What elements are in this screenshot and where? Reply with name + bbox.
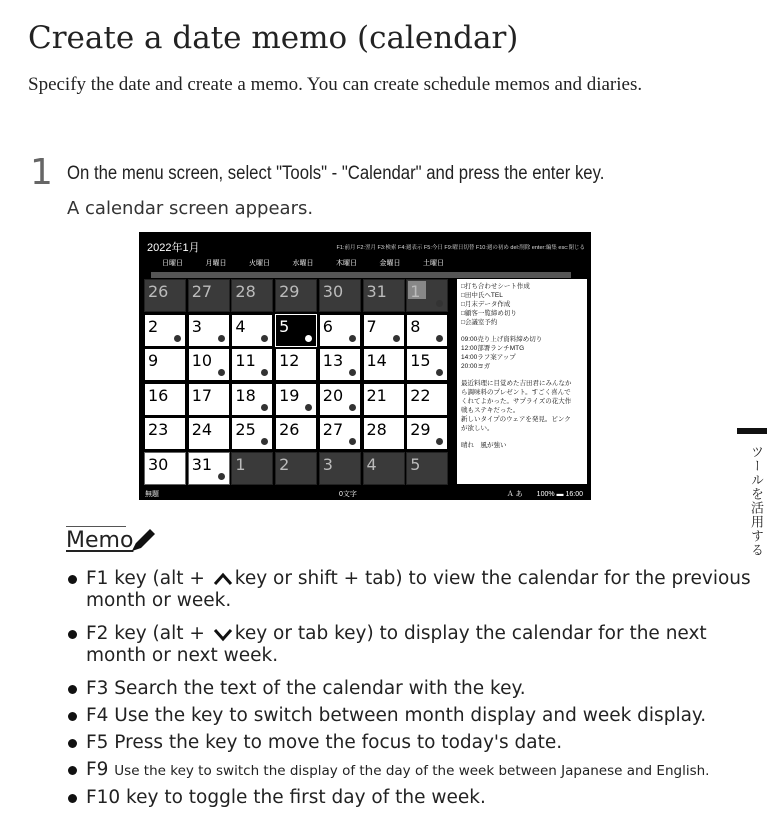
day-number: 2 [279,454,290,474]
memo-dot-icon [436,369,443,376]
day-number: 4 [235,316,246,336]
memo-bullet-item [66,759,756,782]
weekday-label: 日曜日 [162,260,183,267]
calendar-day-cell[interactable] [319,452,361,485]
day-number: 21 [366,385,387,405]
weekday-label: 月曜日 [205,260,227,267]
calendar-day-cell[interactable] [363,279,405,312]
calendar-day-cell[interactable] [144,452,186,485]
weekday-label: 木曜日 [336,260,357,267]
calendar-footer [139,487,591,500]
memo-dot-icon [349,404,356,411]
weekday-label: 水曜日 [292,260,314,267]
memo-dot-icon [218,335,225,342]
memo-line: 戦もステキだった。 [461,407,520,414]
memo-dot-icon [436,438,443,445]
day-number: 13 [322,351,344,370]
bullet-text-cont: key or shift + tab) to view the calendar for the previous month or week. [86,568,751,611]
calendar-day-cell[interactable] [144,348,186,381]
step-instruction: On the menu screen, select "Tools" - "Calendar" and press the enter key. [67,163,605,184]
day-number: 7 [366,316,377,336]
calendar-day-cell[interactable] [363,348,405,381]
memo-line: □田中氏へTEL [461,292,503,299]
memo-rule [66,526,126,527]
memo-dot-icon [349,369,356,376]
memo-bullet-item [66,787,756,809]
day-number: 3 [322,454,333,474]
calendar-day-cell[interactable] [275,314,317,347]
day-number: 10 [191,351,213,370]
memo-dot-icon [261,404,268,411]
memo-dot-icon [174,335,181,342]
day-number: 31 [366,282,387,301]
memo-line: 14:00ラフ案アップ [461,354,516,361]
calendar-day-cell[interactable] [188,417,230,450]
day-number: 12 [279,351,300,370]
memo-dot-icon [218,473,225,480]
memo-panel [457,279,587,484]
day-number: 29 [279,282,300,301]
footer-char-count: 0文字 [339,491,357,498]
day-number: 23 [148,420,169,439]
calendar-day-cell[interactable] [188,383,230,416]
calendar-day-cell[interactable] [363,452,405,485]
memo-gap [461,371,583,379]
day-number: 28 [366,420,387,439]
memo-dot-icon [436,335,443,342]
day-number: 25 [235,420,256,439]
weekday-row [151,258,571,270]
day-number: 1 [235,454,246,474]
page-title: Create a date memo (calendar) [28,20,519,56]
calendar-month: 2022年1月 [147,242,200,254]
calendar-day-cell[interactable] [231,314,273,347]
memo-line: □月末データ作成 [461,301,511,308]
day-number: 18 [235,385,256,405]
memo-line: くれてよかった。サプライズの花大作 [461,398,572,405]
bullet-text-small: Use the key to switch the display of the day of the week between Japanese and English. [114,763,710,779]
memo-bullet-list [66,568,756,814]
day-number: 17 [191,385,213,405]
calendar-day-cell[interactable] [231,348,273,381]
day-number: 28 [235,282,256,301]
bullet-text: F5 Press the key to move the focus to today's date. [86,732,563,753]
calendar-day-cell[interactable] [188,314,230,347]
memo-gap [461,433,583,441]
calendar-day-cell[interactable] [144,314,186,347]
memo-dot-icon [261,369,268,376]
side-tab-bar [737,428,767,434]
calendar-day-cell[interactable] [319,314,361,347]
calendar-day-cell[interactable] [275,417,317,450]
memo-dot-icon [218,369,225,376]
memo-line: 新しいタイプのウェアを発見。ピンク [461,416,571,423]
day-number: 15 [410,351,431,370]
bullet-text: F1 key (alt + [86,568,211,589]
calendar-day-cell[interactable] [275,383,317,416]
calendar-day-cell[interactable] [231,279,273,312]
day-number: 5 [279,316,290,336]
calendar-day-cell[interactable] [319,383,361,416]
memo-bullet-item [66,623,756,667]
side-tab-label: ツールを活用する [748,445,763,557]
memo-dot-icon [349,438,356,445]
week-bar [151,272,571,278]
memo-line: □顧客一覧締め切り [461,310,517,317]
calendar-day-cell[interactable] [319,417,361,450]
weekday-label: 金曜日 [379,260,401,267]
day-number: 19 [279,385,300,405]
memo-dot-icon [305,335,312,342]
day-number: 27 [191,282,213,301]
calendar-key-guide: F1:前月 F2:翌月 F3:検索 F4:週表示 F5:今日 F9:曜日切替 F10:週の初め del:削除 enter:編集 esc:閉じる [336,245,585,251]
memo-line: ら調味料のプレゼント。すごく喜んで [461,389,571,396]
day-number: 6 [322,316,333,336]
bullet-text: F4 Use the key to switch between month display and week display. [86,705,707,726]
calendar-day-cell[interactable] [406,417,448,450]
calendar-day-cell[interactable] [319,348,361,381]
day-number: 9 [148,351,159,370]
memo-bullet-item [66,705,756,727]
memo-bullet-item [66,678,756,700]
day-number: 11 [235,351,256,370]
day-number: 24 [191,420,213,439]
memo-line: 晴れ 風が強い [461,442,507,449]
memo-gap [461,327,583,335]
calendar-day-cell[interactable] [363,314,405,347]
memo-line: □会議室予約 [461,319,498,326]
day-number: 26 [279,420,300,439]
calendar-day-cell[interactable] [188,279,230,312]
footer-title: 無題 [145,491,159,498]
memo-line: が欲しい。 [461,425,494,432]
calendar-day-cell[interactable] [188,348,230,381]
step-result: A calendar screen appears. [67,198,314,219]
calendar-day-cell[interactable] [231,383,273,416]
day-number: 3 [191,316,202,336]
calendar-day-cell[interactable] [275,279,317,312]
memo-dot-icon [305,404,312,411]
calendar-day-cell[interactable] [406,314,448,347]
memo-bullet-item [66,568,756,612]
bullet-text: F2 key (alt + [86,623,211,644]
calendar-day-cell[interactable] [406,348,448,381]
calendar-day-cell[interactable] [144,279,186,312]
calendar-day-cell[interactable] [275,452,317,485]
calendar-day-cell[interactable] [406,279,448,312]
calendar-screenshot [139,232,591,500]
memo-line: 12:00部署ランチMTG [461,345,525,352]
day-number: 29 [410,420,431,439]
day-number: 5 [410,454,421,474]
calendar-day-cell[interactable] [188,452,230,485]
day-number: 1 [410,282,421,301]
calendar-day-cell[interactable] [144,383,186,416]
memo-dot-icon [349,335,356,342]
pen-icon [128,525,158,555]
calendar-day-cell[interactable] [231,452,273,485]
memo-bullet-item [66,732,756,754]
memo-dot-icon [393,335,400,342]
bullet-text-cont: key or tab key) to display the calendar for the next month or next week. [86,623,707,666]
weekday-label: 火曜日 [249,260,270,267]
calendar-day-cell[interactable] [363,383,405,416]
day-number: 27 [322,420,344,439]
memo-line: 09:00売り上げ資料締め切り [461,336,543,343]
day-number: 2 [148,316,159,336]
step-number: 1 [30,152,53,193]
memo-dot-icon [261,438,268,445]
calendar-day-cell[interactable] [319,279,361,312]
day-number: 26 [148,282,169,301]
day-number: 31 [191,454,213,474]
weekday-label: 土曜日 [423,260,444,267]
calendar-day-cell[interactable] [406,452,448,485]
day-number: 8 [410,316,421,336]
memo-line: 20:00ヨガ [461,363,491,370]
bullet-text: F10 key to toggle the first day of the week. [86,787,486,808]
memo-line: □打ち合わせシート作成 [461,283,530,290]
day-number: 30 [322,282,344,301]
calendar-day-cell[interactable] [275,348,317,381]
memo-dot-icon [436,300,443,307]
memo-dot-icon [261,335,268,342]
calendar-day-cell[interactable] [144,417,186,450]
footer-status: Ａ あ 100% ▬ 16:00 [506,491,583,498]
bullet-text: F9 [86,759,115,780]
memo-heading: Memo [66,528,134,553]
bullet-text: F3 Search the text of the calendar with the key. [86,678,526,699]
calendar-header [139,232,591,272]
day-number: 4 [366,454,377,474]
day-number: 22 [410,385,431,405]
day-number: 14 [366,351,387,370]
caret-up-icon [211,568,235,589]
calendar-day-cell[interactable] [406,383,448,416]
calendar-day-cell[interactable] [231,417,273,450]
memo-line: 最近料理に目覚めた吉田君にみんなか [461,380,572,387]
calendar-day-cell[interactable] [363,417,405,450]
day-number: 16 [148,385,169,405]
day-number: 30 [148,454,169,474]
caret-down-icon [211,623,235,644]
day-number: 20 [322,385,344,405]
page-subtitle: Specify the date and create a memo. You can create schedule memos and diaries. [28,74,643,95]
